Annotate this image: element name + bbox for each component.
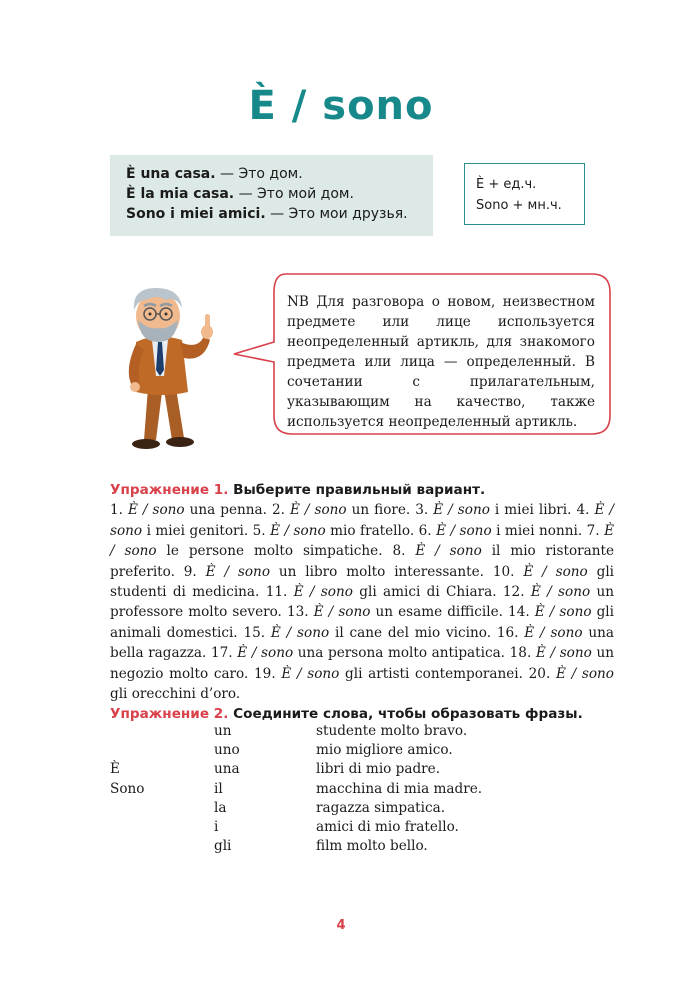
- item-number: 12.: [502, 584, 531, 601]
- item-number: 1.: [110, 502, 128, 519]
- item-choice: È / sono: [535, 645, 592, 662]
- item-choice: È / sono: [313, 604, 371, 621]
- exercise-1: [110, 480, 614, 704]
- phrase-cell: film molto bello.: [316, 838, 428, 855]
- item-text: gli amici di Chiara.: [352, 584, 503, 601]
- item-text: gli animali domestici.: [110, 604, 614, 641]
- item-number: 19.: [254, 665, 282, 682]
- item-text: gli orecchini d’oro.: [110, 686, 241, 703]
- exercise-1-item: [254, 666, 529, 682]
- page-title: È / sono: [248, 83, 434, 129]
- item-text: un negozio molto caro.: [110, 645, 614, 682]
- rule-plural: Sono + мн.ч.: [476, 198, 562, 213]
- item-number: 13.: [286, 604, 314, 621]
- article-cell: il: [214, 780, 223, 797]
- phrase-cell: amici di mio fratello.: [316, 818, 459, 835]
- item-text: una persona molto antipatica.: [293, 645, 510, 662]
- item-choice: È / sono: [237, 645, 294, 662]
- item-choice: È / sono: [270, 624, 330, 641]
- item-choice: È / sono: [436, 522, 492, 539]
- item-number: 9.: [183, 563, 206, 580]
- item-choice: È / sono: [530, 584, 591, 601]
- item-text: mio fratello.: [325, 522, 419, 539]
- item-text: un professore molto severo.: [110, 584, 615, 621]
- item-choice: È / sono: [415, 543, 482, 560]
- exercise-1-instruction: Выберите правильный вариант.: [228, 482, 486, 498]
- exercise-1-item: [272, 502, 415, 518]
- exercise-1-item: [184, 564, 493, 580]
- item-number: 4.: [576, 502, 595, 519]
- exercise-2-row: [110, 799, 510, 818]
- example-line: È la mia casa. — Это мой дом.: [126, 186, 354, 202]
- exercise-1-item: [110, 502, 272, 518]
- item-choice: È / sono: [281, 665, 340, 682]
- item-choice: È / sono: [127, 502, 185, 519]
- exercise-1-item: [419, 523, 587, 539]
- exercise-2-row: [110, 837, 510, 856]
- professor-illustration: [106, 280, 226, 460]
- nb-note: NB Для разговора о новом, неизвестном предмете или лице используется неопределенный артикль, для знакомого предмета или лица — определенный. В сочетании с прилагательным, указывающим на качество, также используется неопределенный артикль.: [287, 294, 595, 430]
- item-number: 18.: [509, 645, 536, 662]
- item-text: un fiore.: [346, 502, 416, 519]
- rule-singular: È + ед.ч.: [476, 177, 537, 192]
- item-text: una penna.: [184, 502, 272, 519]
- article-cell: uno: [214, 742, 240, 759]
- examples-box: [110, 155, 433, 236]
- item-number: 8.: [392, 543, 416, 560]
- item-choice: È / sono: [110, 522, 615, 560]
- example-line: Sono i miei amici. — Это мои друзья.: [126, 206, 408, 222]
- verb-cell: Sono: [110, 780, 145, 797]
- phrase-cell: mio migliore amico.: [316, 742, 453, 759]
- exercise-2-table: [110, 722, 510, 856]
- article-cell: i: [214, 818, 219, 835]
- item-text: un libro molto interessante.: [270, 563, 493, 580]
- item-choice: È / sono: [293, 584, 353, 601]
- item-text: una bella ragazza.: [110, 624, 615, 662]
- item-choice: È / sono: [205, 563, 271, 580]
- exercise-1-item: [266, 584, 503, 600]
- exercise-1-item: [415, 502, 576, 518]
- item-number: 20.: [528, 665, 556, 682]
- exercise-2-label: Упражнение 2.: [110, 706, 229, 722]
- exercise-1-item: [211, 645, 510, 661]
- exercise-1-label: Упражнение 1.: [110, 482, 229, 498]
- exercise-2-row: [110, 818, 510, 837]
- rule-box: [464, 163, 585, 225]
- exercise-1-item: [287, 604, 508, 620]
- item-choice: È / sono: [534, 604, 592, 621]
- item-choice: È / sono: [110, 502, 615, 539]
- item-number: 11.: [265, 584, 294, 601]
- exercise-1-items: [110, 500, 614, 704]
- article-cell: una: [214, 761, 240, 778]
- item-number: 5.: [252, 522, 271, 539]
- example-line: È una casa. — Это дом.: [126, 166, 303, 182]
- item-text: i miei genitori.: [142, 522, 253, 539]
- phrase-cell: ragazza simpatica.: [316, 799, 446, 816]
- exercise-2-row: [110, 741, 510, 760]
- item-choice: È / sono: [433, 502, 490, 519]
- exercise-1-item: [243, 625, 496, 641]
- article-cell: la: [214, 799, 227, 816]
- item-text: il mio ristorante preferito.: [110, 543, 614, 580]
- page-number: 4: [336, 918, 346, 933]
- item-number: 16.: [496, 624, 525, 641]
- item-number: 7.: [586, 522, 605, 539]
- verb-cell: È: [110, 761, 120, 778]
- item-number: 17.: [211, 645, 238, 662]
- item-text: le persone molto simpatiche.: [156, 543, 393, 560]
- item-text: i miei libri.: [489, 502, 577, 519]
- item-number: 10.: [492, 563, 524, 580]
- item-choice: È / sono: [524, 624, 583, 641]
- item-number: 2.: [271, 502, 290, 519]
- phrase-cell: libri di mio padre.: [316, 761, 441, 778]
- item-choice: È / sono: [270, 522, 326, 539]
- exercise-2-row: [110, 760, 510, 779]
- item-number: 14.: [508, 604, 535, 621]
- phrase-cell: macchina di mia madre.: [316, 780, 483, 797]
- phrase-cell: studente molto bravo.: [316, 723, 468, 739]
- exercise-1-item: [253, 523, 419, 539]
- exercise-2-row: [110, 722, 510, 741]
- item-text: i miei nonni.: [491, 522, 587, 539]
- item-number: 15.: [243, 624, 271, 641]
- item-choice: È / sono: [555, 665, 614, 682]
- item-text: gli artisti contemporanei.: [339, 665, 529, 682]
- exercise-1-heading: [110, 480, 614, 500]
- item-number: 6.: [418, 522, 437, 539]
- article-cell: gli: [214, 838, 232, 855]
- item-choice: È / sono: [523, 563, 588, 580]
- item-choice: È / sono: [289, 502, 347, 519]
- item-text: un esame difficile.: [370, 604, 509, 621]
- item-text: il cane del mio vicino.: [329, 624, 497, 641]
- item-number: 3.: [415, 502, 434, 519]
- article-cell: un: [214, 723, 232, 739]
- exercise-2-row: [110, 780, 510, 799]
- item-text: gli studenti di medicina.: [110, 563, 615, 601]
- exercise-2-instruction: Соедините слова, чтобы образовать фразы.: [228, 706, 583, 722]
